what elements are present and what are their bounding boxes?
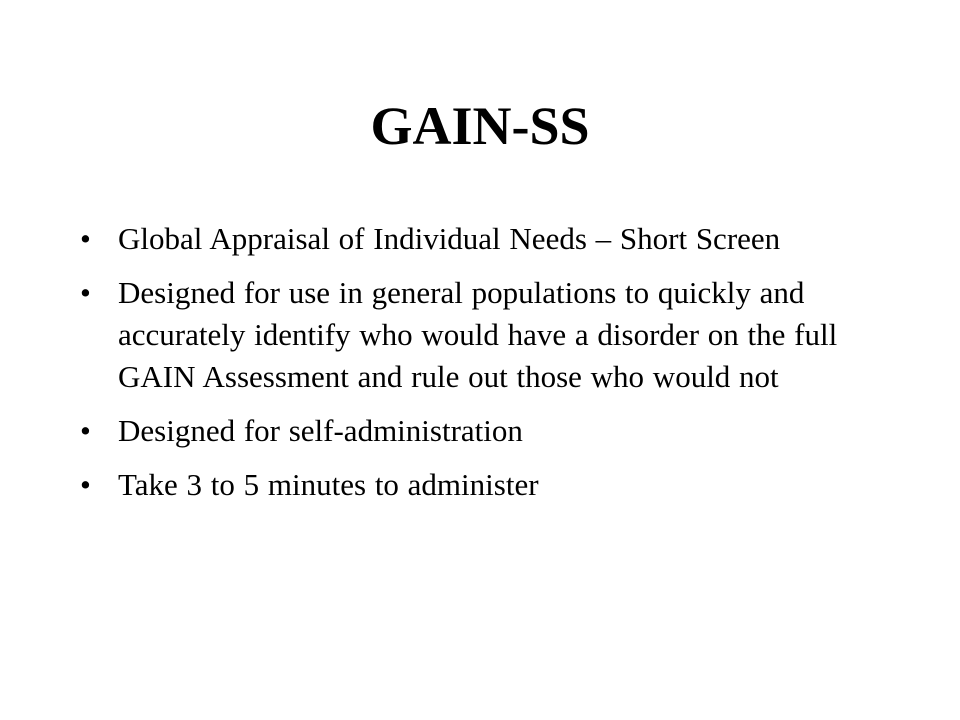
bullet-text: Designed for self-administration [118,413,523,448]
bullet-text: Take 3 to 5 minutes to administer [118,467,539,502]
bullet-marker: • [80,413,91,448]
bullet-item [80,410,880,452]
bullet-item [80,464,880,506]
bullet-item [80,218,880,260]
bullet-marker: • [80,275,91,310]
slide-title: GAIN-SS [370,96,590,156]
bullet-marker: • [80,221,91,256]
bullet-item [80,272,880,398]
bullet-text: Designed for use in general populations to quickly and accurately identify who would have a disorder on the full GAIN Assessment and rule out those who would not [118,275,838,394]
bullet-list [80,218,880,518]
bullet-marker: • [80,467,91,502]
bullet-text: Global Appraisal of Individual Needs – Short Screen [118,221,781,256]
